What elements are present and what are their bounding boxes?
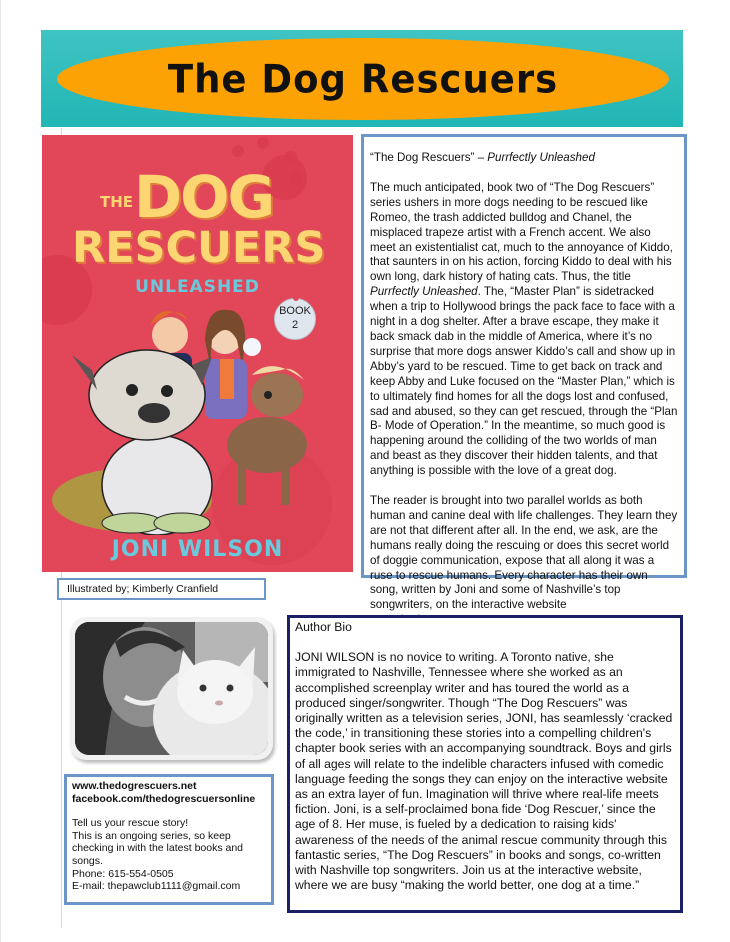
title-banner bbox=[41, 30, 683, 127]
description-text: The reader is brought into two parallel worlds as both human and canine deal with life challenges. They learn they are not that different after all. In the end, we ask, are the humans really doing the rescuing or does this secret world of doggie communication, expose that all along it was a ruse to rescue humans. Every character has their own song, written by Joni and some of Nashville’s top songwriters, on the interactive website bbox=[370, 494, 678, 612]
badge-pin-icon bbox=[293, 295, 299, 301]
page-title: The Dog Rescuers bbox=[167, 56, 559, 102]
cover-title-dog: DOG bbox=[134, 163, 274, 231]
book-description-box bbox=[361, 134, 687, 612]
cover-subtitle: UNLEASHED bbox=[135, 277, 260, 297]
contact-email[interactable]: E-mail: thepawclub1111@gmail.com bbox=[72, 880, 241, 893]
author-bio-box bbox=[287, 615, 683, 913]
title-oval bbox=[57, 38, 669, 120]
paw-toe bbox=[290, 173, 302, 185]
description-paragraph-2 bbox=[370, 494, 678, 628]
book-number-badge bbox=[274, 298, 316, 340]
description-text: . The, “Master Plan” is sidetracked when a trip to Hollywood brings the pack face to face with a night in a dog shelter. After a brave escape, they make it back smack dab in the middle of America, where it’s no surprise that more dogs answer Kiddo’s call and show up in Abby’s yard to be rescued. Time to get back on track and keep Abby and Luke focused on the “Master Plan,” which is to ultimately find homes for all the dogs lost and confused, sad and abused, so they can get rescued, through the “Plan B- Mode of Operation.” In the meantime, so much good is happening around the colliding of the two worlds of man and beast as they discover their hidden talents, and that anything is possible with the love of a great dog. bbox=[370, 285, 678, 478]
description-paragraph-1 bbox=[370, 181, 678, 479]
contact-cta: Tell us your rescue story! bbox=[72, 817, 189, 830]
paw-toe bbox=[257, 137, 269, 149]
description-text: The much anticipated, book two of “The Dog Rescuers” series ushers in more dogs needing to be rescued like Romeo, the trash addicted bulldog and Chanel, the misplaced trapeze artist with a French accent. We also meet an existentialist cat, much to the annoyance of Kiddo, that saunters in on his action, forcing Kiddo to deal with his own long, dark history of hating cats. Thus, the title bbox=[370, 180, 673, 284]
contact-facebook-link[interactable]: facebook.com/thedogrescuersonline bbox=[72, 792, 256, 805]
contact-phone: Phone: 615-554-0505 bbox=[72, 867, 174, 880]
page-edge-line bbox=[0, 0, 1, 942]
author-with-cat-photo-icon bbox=[75, 622, 268, 755]
author-bio-heading: Author Bio bbox=[295, 620, 352, 634]
illustrator-credit: Illustrated by; Kimberly Cranfield bbox=[67, 583, 219, 595]
spacer bbox=[72, 805, 266, 817]
badge-label: BOOK bbox=[279, 305, 311, 317]
cover-title-rescuers: RESCUERS bbox=[72, 223, 326, 273]
author-bio-text: JONI WILSON is no novice to writing. A Toronto native, she immigrated to Nashville, Tennessee where she worked as an accomplished screenplay writer and has toured the world as a produced singer/songwriter. Though “The Dog Rescuers” was originally written as a television series, JONI, has seamlessly ‘cracked the code,’ in transitioning these stories into a compelling children's chapter book series with an accompanying soundtrack. Boys and girls of all ages will relate to the indelible characters infused with comedic language feeding the songs they can enjoy on the interactive website as an extra layer of fun. Imagination will thrive where real-life meets fiction. Joni, is a self-proclaimed bona fide ‘Dog Rescuer,’ since the age of 8. Her muse, is fueled by a dedication to raising kids' awareness of the needs of the animal rescue community through this fantastic series, “The Dog Rescuers” in books and songs, co-written with Nashville top songwriters. Join us at the interactive website, where we are busy “making the world better, one dog at a time.” bbox=[295, 650, 673, 893]
cover-author-name: JONI WILSON bbox=[111, 537, 284, 562]
description-italic-title: Purrfectly Unleashed bbox=[370, 285, 478, 299]
paw-toe bbox=[232, 145, 244, 157]
cover-title-the: THE bbox=[100, 193, 134, 211]
author-photo-frame bbox=[70, 617, 273, 760]
contact-info-box bbox=[64, 774, 274, 905]
contact-website-link[interactable]: www.thedogrescuers.net bbox=[72, 780, 197, 792]
description-heading-subtitle: Purrfectly Unleashed bbox=[487, 151, 595, 164]
contact-note: This is an ongoing series, so keep checking in with the latest books and songs. bbox=[72, 829, 244, 867]
illustrator-credit-box bbox=[57, 578, 266, 600]
description-heading bbox=[370, 151, 678, 166]
author-photo bbox=[75, 622, 268, 755]
badge-number: 2 bbox=[291, 319, 299, 331]
book-cover-image bbox=[42, 135, 353, 572]
paw-toe bbox=[285, 151, 297, 163]
description-heading-title: “The Dog Rescuers” – bbox=[370, 151, 488, 164]
